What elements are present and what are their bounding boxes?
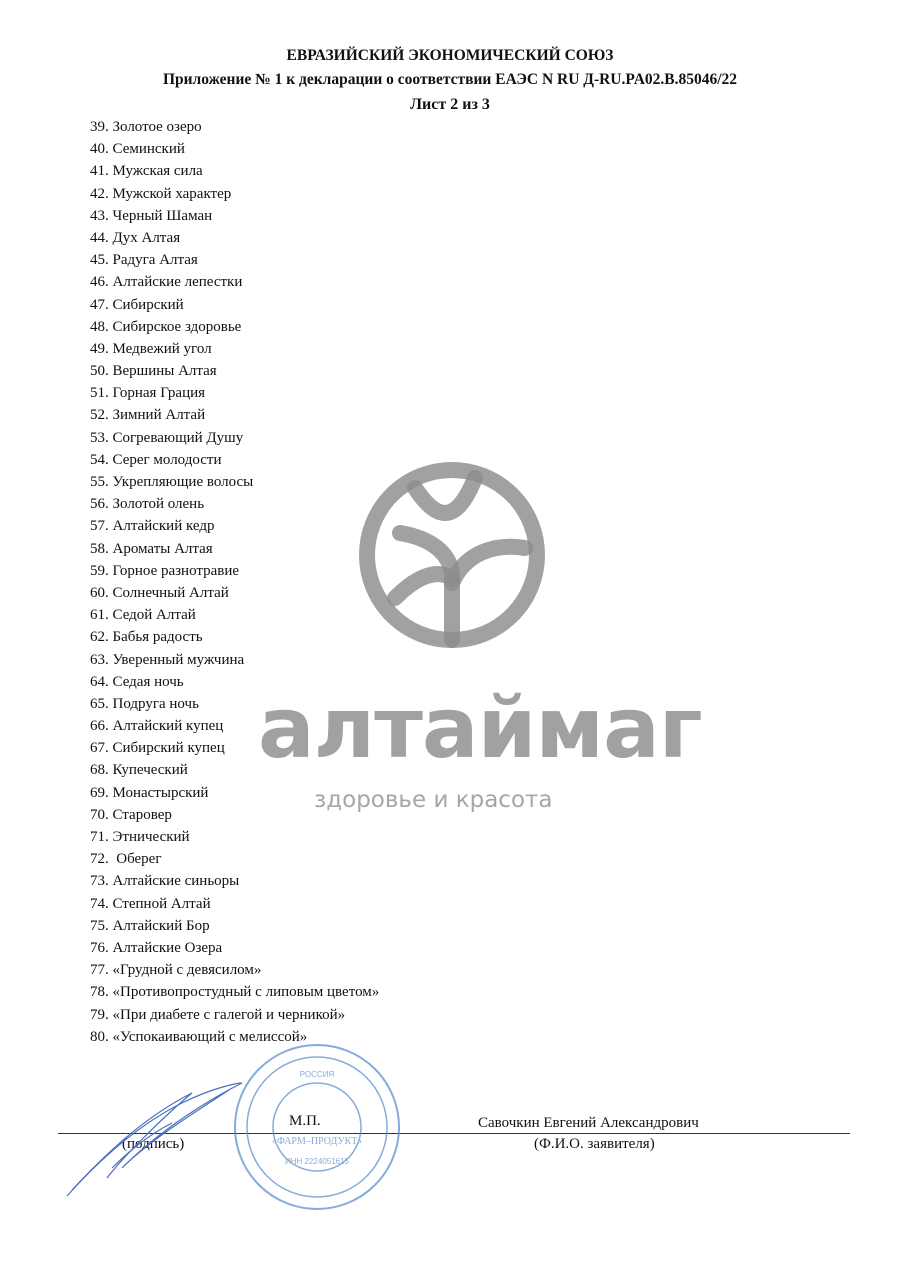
list-item: 64. Седая ночь xyxy=(90,673,184,690)
handwritten-signature xyxy=(62,1078,252,1208)
list-item: 54. Серег молодости xyxy=(90,451,222,468)
list-item: 78. «Противопростудный с липовым цветом» xyxy=(90,984,380,1001)
list-item: 41. Мужская сила xyxy=(90,163,203,180)
list-item: 76. Алтайские Озера xyxy=(90,939,223,956)
union-title: ЕВРАЗИЙСКИЙ ЭКОНОМИЧЕСКИЙ СОЮЗ xyxy=(286,47,614,64)
list-item: 49. Медвежий угол xyxy=(90,340,212,357)
list-item: 43. Черный Шаман xyxy=(90,207,213,224)
list-item: 42. Мужской характер xyxy=(90,185,232,202)
list-item: 75. Алтайский Бор xyxy=(90,917,210,934)
stamp-center-text: «ФАРМ–ПРОДУКТ» xyxy=(271,1136,363,1147)
company-stamp xyxy=(232,1042,402,1217)
list-item: 73. Алтайские синьоры xyxy=(90,873,240,890)
product-list xyxy=(90,116,379,1048)
list-item: 71. Этнический xyxy=(90,829,190,845)
list-item: 72. Оберег xyxy=(90,851,162,868)
watermark-logo-icon xyxy=(355,458,550,658)
list-item: 79. «При диабете с галегой и черникой» xyxy=(90,1006,346,1023)
list-item: 61. Седой Алтай xyxy=(90,607,196,624)
list-item: 46. Алтайские лепестки xyxy=(90,274,243,291)
appendix-title: Приложение № 1 к декларации о соответствии ЕАЭС N RU Д-RU.PA02.B.85046/22 xyxy=(162,71,738,88)
watermark-tagline: здоровье и красота xyxy=(314,787,553,813)
stamp-place-label: М.П. xyxy=(289,1113,321,1129)
list-item: 40. Семинский xyxy=(90,141,185,158)
stamp-inn-text: ИНН 2224051615 xyxy=(284,1157,350,1166)
applicant-name-label: (Ф.И.О. заявителя) xyxy=(534,1136,655,1152)
list-item: 69. Монастырский xyxy=(90,784,209,801)
list-item: 63. Уверенный мужчина xyxy=(90,651,245,668)
list-item: 52. Зимний Алтай xyxy=(90,407,206,424)
watermark-brand: алтаймаг xyxy=(258,679,702,777)
list-item: 48. Сибирское здоровье xyxy=(90,318,242,335)
list-item: 39. Золотое озеро xyxy=(90,119,202,135)
list-item: 51. Горная Грация xyxy=(90,385,206,402)
list-item: 62. Бабья радость xyxy=(90,629,203,646)
list-item: 55. Укрепляющие волосы xyxy=(90,474,254,490)
list-item: 58. Ароматы Алтая xyxy=(90,540,213,557)
sheet-number: Лист 2 из 3 xyxy=(410,96,490,113)
list-item: 80. «Успокаивающий с мелиссой» xyxy=(90,1028,308,1045)
list-item: 65. Подруга ночь xyxy=(90,695,199,712)
list-item: 47. Сибирский xyxy=(90,296,184,313)
list-item: 57. Алтайский кедр xyxy=(90,518,215,535)
list-item: 66. Алтайский купец xyxy=(90,718,224,735)
list-item: 56. Золотой олень xyxy=(90,496,205,513)
applicant-name: Савочкин Евгений Александрович xyxy=(478,1115,699,1131)
list-item: 67. Сибирский купец xyxy=(90,740,225,757)
list-item: 59. Горное разнотравие xyxy=(90,562,240,579)
list-item: 44. Дух Алтая xyxy=(90,229,181,246)
list-item: 70. Старовер xyxy=(90,806,172,823)
list-item: 68. Купеческий xyxy=(90,762,188,779)
list-item: 45. Радуга Алтая xyxy=(90,252,198,269)
list-item: 60. Солнечный Алтай xyxy=(90,584,229,601)
list-item: 77. «Грудной с девясилом» xyxy=(90,962,262,979)
signature-label: (подпись) xyxy=(122,1136,185,1152)
list-item: 50. Вершины Алтая xyxy=(90,363,217,380)
list-item: 74. Степной Алтай xyxy=(90,895,211,912)
stamp-top-text: РОССИЯ xyxy=(299,1070,335,1079)
list-item: 53. Согревающий Душу xyxy=(90,429,244,446)
